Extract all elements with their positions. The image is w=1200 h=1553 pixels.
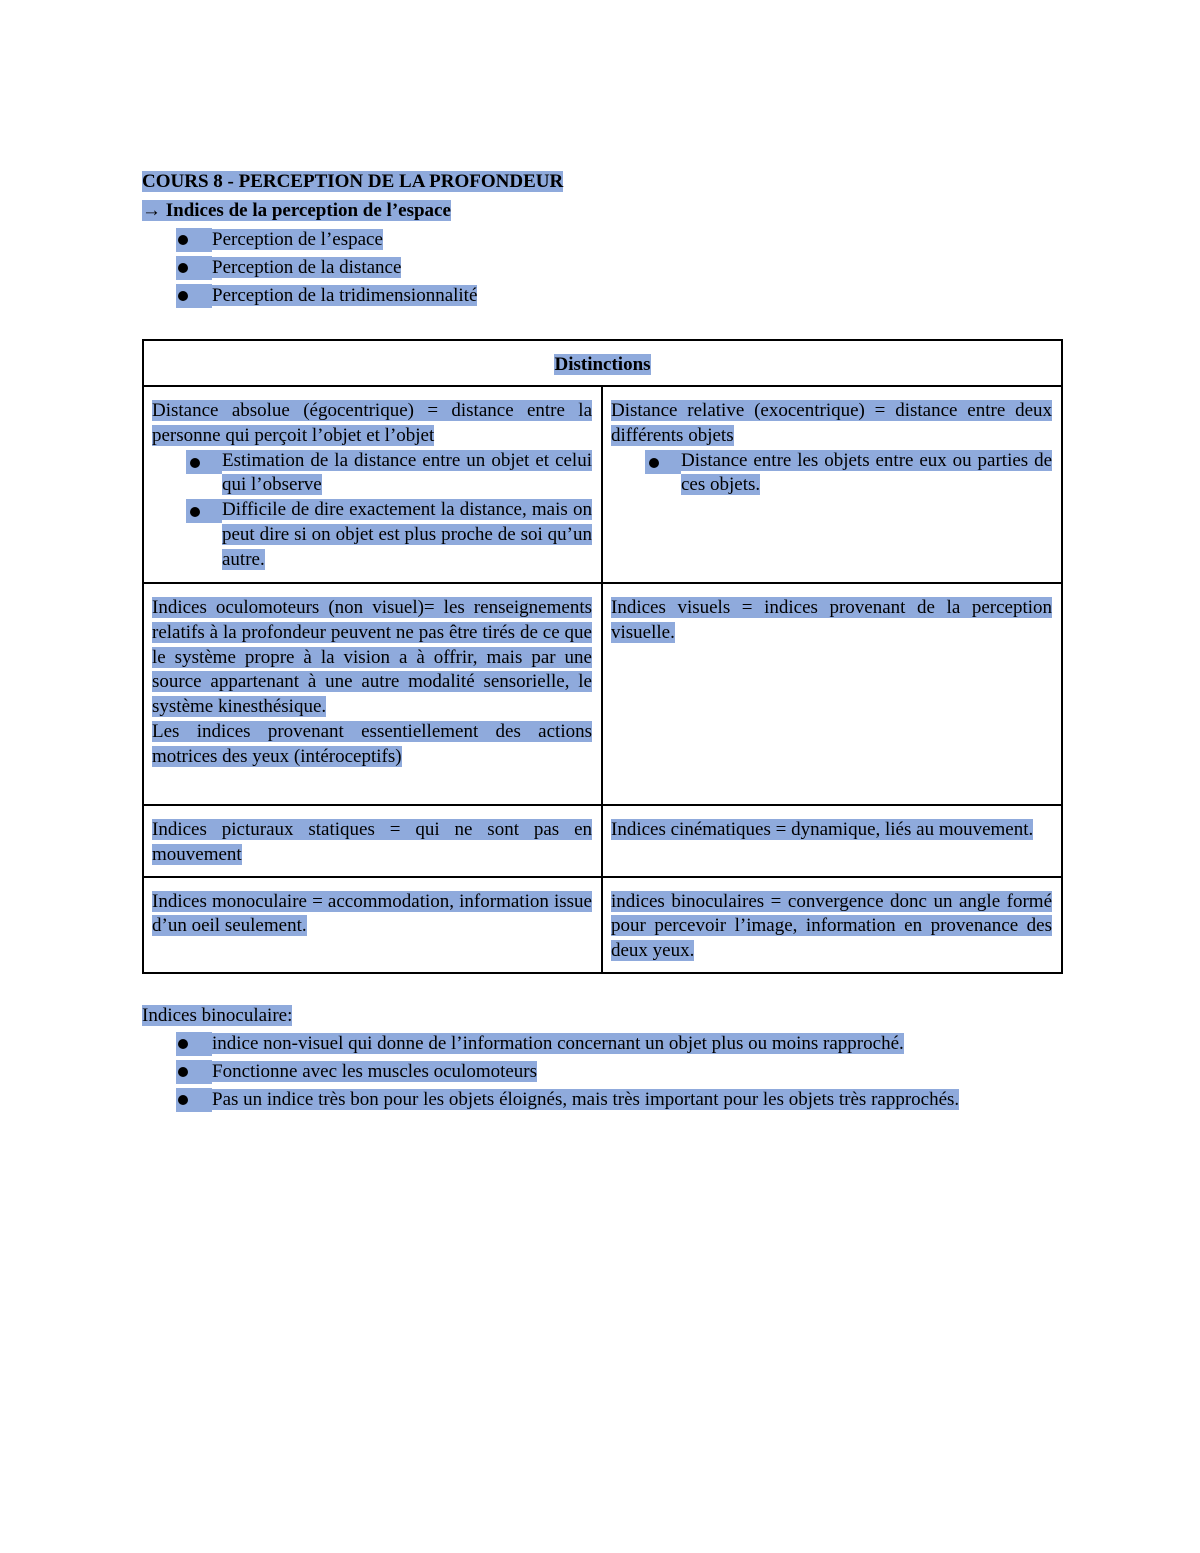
bullet-icon (178, 263, 188, 273)
bullet-icon (178, 1067, 188, 1077)
document-header (142, 168, 1060, 310)
list-item: Perception de la tridimensionnalité (142, 282, 1060, 310)
bullet-icon (178, 291, 188, 301)
binocular-section (142, 1002, 1060, 1114)
bullet-icon (178, 1039, 188, 1049)
cell-kinematic-cues: Indices cinématiques = dynamique, liés au mouvement. (602, 805, 1062, 877)
bullet-icon (190, 458, 200, 468)
cell-oculomotor-cues: Indices oculomoteurs (non visuel)= les renseignements relatifs à la profondeur peuvent ne pas être tirés de ce que le système propre à la vision a à offrir, mais par une source appartenant à une autre modalité sensorielle, le système kinesthésique. Les indices provenant essentiellement des actions motrices des yeux (intéroceptifs) (143, 583, 602, 805)
bullet-icon (178, 235, 188, 245)
cell-pictorial-cues: Indices picturaux statiques = qui ne sont pas en mouvement (143, 805, 602, 877)
cell-binocular-cues: indices binoculaires = convergence donc un angle formé pour percevoir l’image, information en provenance des deux yeux. (602, 877, 1062, 973)
list-item: Pas un indice très bon pour les objets éloignés, mais très important pour les objets très rapprochés. (142, 1086, 1060, 1114)
bullet-icon (649, 458, 659, 468)
list-item: Perception de l’espace (142, 226, 1060, 254)
cell-monocular-cues: Indices monoculaire = accommodation, information issue d’un oeil seulement. (143, 877, 602, 973)
list-item: indice non-visuel qui donne de l’information concernant un objet plus ou moins rapproché. (142, 1030, 1060, 1058)
table-heading: Distinctions (554, 354, 651, 375)
binocular-bullet-list (142, 1030, 1060, 1114)
table-heading-cell (143, 340, 1062, 386)
list-item: Difficile de dire exactement la distance, mais on peut dire si on objet est plus proche de soi qu’un autre. (152, 498, 592, 572)
list-item: Estimation de la distance entre un objet et celui qui l’observe (152, 449, 592, 499)
page-title: COURS 8 - PERCEPTION DE LA PROFONDEUR (142, 171, 564, 192)
list-item: Distance entre les objets entre eux ou parties de ces objets. (611, 449, 1052, 499)
section-subtitle: → Indices de la perception de l’espace (142, 200, 451, 221)
cell-relative-distance: Distance relative (exocentrique) = distance entre deux différents objets Distance entre les objets entre eux ou parties de ces objets. (602, 386, 1062, 583)
list-item: Perception de la distance (142, 254, 1060, 282)
list-item: Fonctionne avec les muscles oculomoteurs (142, 1058, 1060, 1086)
bullet-icon (178, 1095, 188, 1105)
section-label: Indices binoculaire: (142, 1005, 293, 1026)
cell-absolute-distance: Distance absolue (égocentrique) = distance entre la personne qui perçoit l’objet et l’objet Estimation de la distance entre un objet et celui qui l’observe Difficile de dire exactement la distance, mais on peut dire si on objet est plus proche de soi qu’un autre. (143, 386, 602, 583)
cell-visual-cues: Indices visuels = indices provenant de la perception visuelle. (602, 583, 1062, 805)
intro-bullet-list (142, 226, 1060, 310)
distinctions-table (142, 339, 1063, 974)
